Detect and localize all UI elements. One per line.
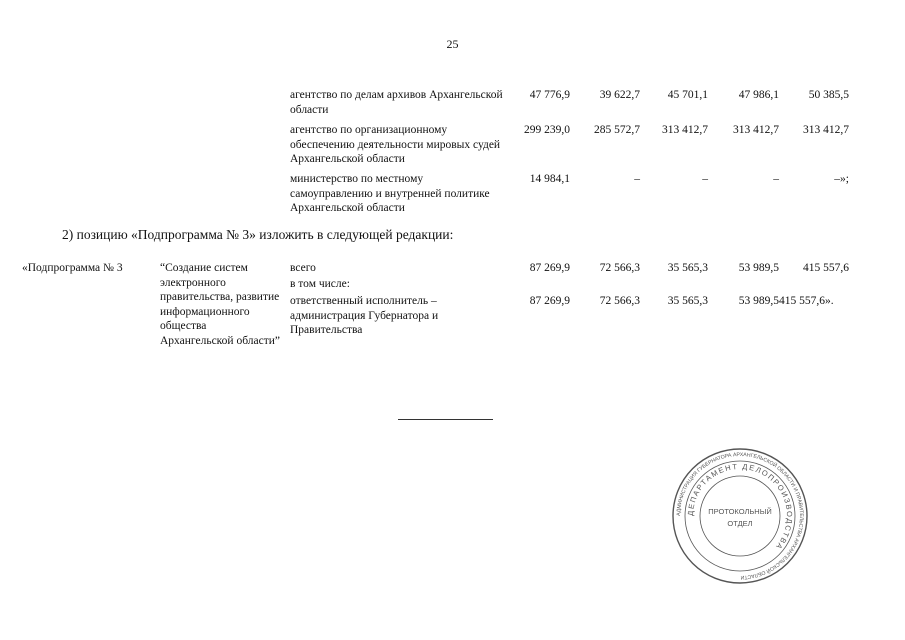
row-archives-value-4: 47 986,1 [738,89,779,101]
row-judges-value-4: 313 412,7 [733,124,779,136]
stamp-outer-text: АДМИНИСТРАЦИЯ ГУБЕРНАТОРА АРХАНГЕЛЬСКОЙ ОБЛАСТИ И ПРАВИТЕЛЬСТВА АРХАНГЕЛЬСКОЙ ОБЛАСТИ [675,451,805,581]
row-total-value-1: 87 269,9 [529,262,570,274]
row-desc-total: всего [290,262,316,274]
row-desc-including: в том числе: [290,278,350,290]
row-desc-judges: агентство по организационному обеспечению деятельности мировых судей Архангельской области [290,124,501,165]
row-desc-responsible: ответственный исполнитель – администрация Губернатора и Правительства [290,295,439,336]
row-desc-local-government: министерство по местному самоуправлению и внутренней политике Архангельской области [290,173,490,214]
row-archives-value-2: 39 622,7 [599,89,640,101]
row-responsible-value-1: 87 269,9 [529,295,570,307]
stamp-inner-text: ДЕПАРТАМЕНТ ДЕЛОПРОИЗВОДСТВА [685,461,795,552]
stamp-center-line2: ОТДЕЛ [727,519,753,528]
stamp-center-line1: ПРОТОКОЛЬНЫЙ [708,507,772,516]
row-total-value-2: 72 566,3 [599,262,640,274]
row-desc-archives: агентство по делам архивов Архангельской области [290,89,503,116]
row-archives-value-5: 50 385,5 [808,89,849,101]
divider-line [398,419,493,420]
row-responsible-value-4: 53 989,5 [738,295,779,307]
row-local-value-2: – [634,173,640,185]
row-total-value-3: 35 565,3 [667,262,708,274]
row-local-value-3: – [702,173,708,185]
row-total-value-5: 415 557,6 [803,262,849,274]
row-judges-value-2: 285 572,7 [594,124,640,136]
row-responsible-value-2: 72 566,3 [599,295,640,307]
row-local-value-1: 14 984,1 [529,173,570,185]
row-responsible-value-3: 35 565,3 [667,295,708,307]
protocol-stamp [670,446,810,586]
subprogram-name: “Создание систем электронного правительства, развитие информационного общества Архангельской области” [160,262,280,347]
section-heading: 2) позицию «Подпрограмма № 3» изложить в следующей редакции: [62,227,454,242]
row-judges-value-5: 313 412,7 [803,124,849,136]
row-archives-value-1: 47 776,9 [529,89,570,101]
row-judges-value-3: 313 412,7 [662,124,708,136]
row-total-value-4: 53 989,5 [738,262,779,274]
subprogram-code: «Подпрограмма № 3 [22,262,123,274]
row-archives-value-3: 45 701,1 [667,89,708,101]
row-judges-value-1: 299 239,0 [524,124,570,136]
row-responsible-value-5: 415 557,6». [779,295,834,307]
row-local-value-4: – [773,173,779,185]
page-number: 25 [446,37,459,51]
row-local-value-5: –»; [834,173,849,185]
